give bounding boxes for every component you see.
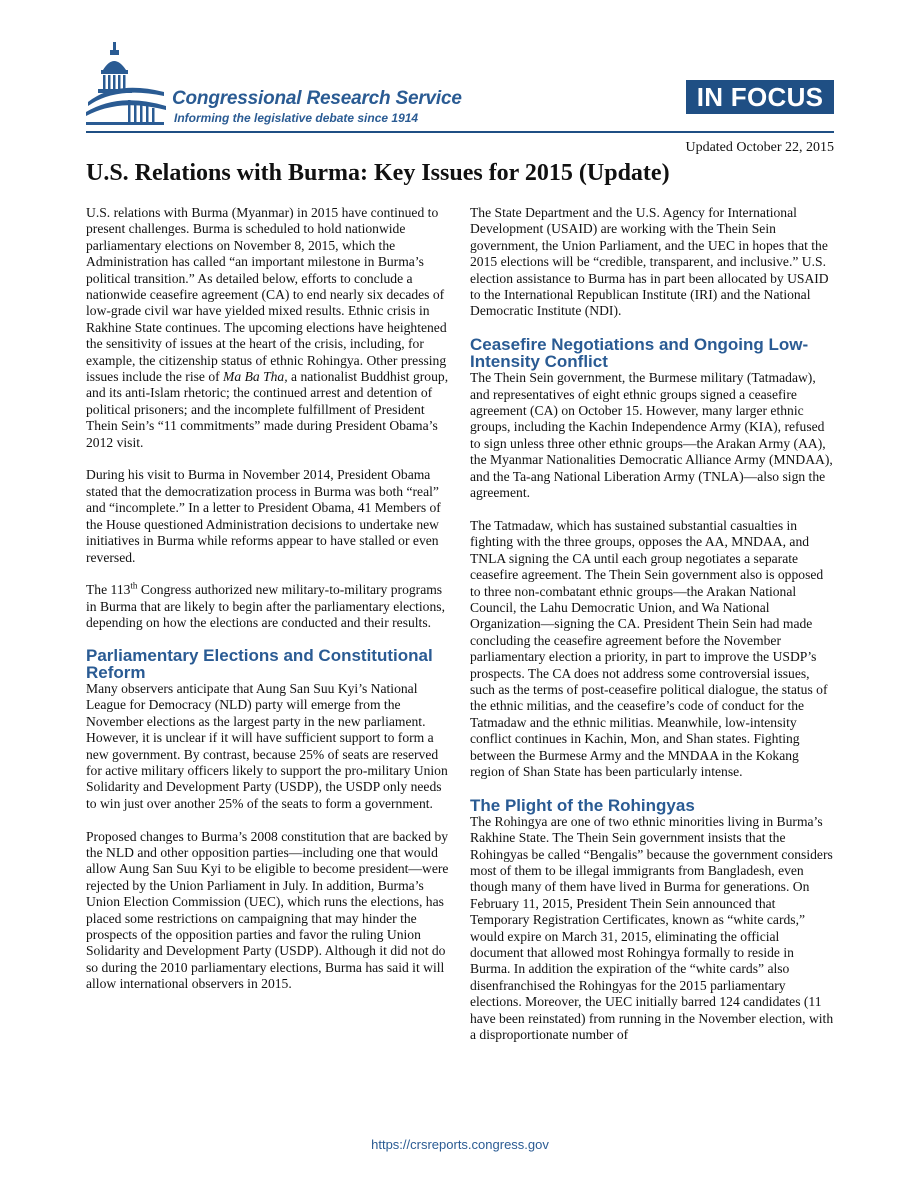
org-name: Congressional Research Service bbox=[172, 88, 462, 109]
section-heading: Ceasefire Negotiations and Ongoing Low-Intensity Conflict bbox=[470, 335, 809, 372]
updated-date: Updated October 22, 2015 bbox=[685, 140, 834, 155]
paragraph: The Thein Sein government, the Burmese military (Tatmadaw), and representatives of eight ethnic groups signed a ceasefire agreement (CA) on October 15. However, many larger ethnic groups, including the Kachin Independence Army (KIA), refused to sign unless three other ethnic groups—the Arakan Army (AA), the Myanmar Nationalities Democratic Alliance Army (MNDAA), and the Ta-ang National Liberation Army (TNLA)—also sign the agreement. bbox=[470, 370, 833, 501]
paragraph: The State Department and the U.S. Agency for International Development (USAID) are working with the Thein Sein government, the Union Parliament, and the UEC in hopes that the 2015 elections will be “credible, transparent, and inclusive.” U.S. election assistance to Burma has in part been allocated by USAID to the International Republican Institute (IRI) and the National Democratic Institute (NDI). bbox=[470, 205, 829, 319]
footer-url[interactable]: https://crsreports.congress.gov bbox=[371, 1137, 549, 1152]
header-rule bbox=[86, 131, 834, 133]
left-column bbox=[86, 205, 451, 993]
capitol-dome-icon bbox=[86, 40, 166, 132]
paragraph: The 113th Congress authorized new military-to-military programs in Burma that are likely to begin after the parliamentary elections, depending on how the elections are conducted and their results. bbox=[86, 580, 445, 631]
paragraph: The Tatmadaw, which has sustained substantial casualties in fighting with the three groups, opposes the AA, MNDAA, and TNLA signing the CA until each group negotiates a separate ceasefire agreement. The Thein Sein government also is opposed to three non-combatant ethnic groups—the Arakan National Council, the Lahu Democratic Union, and Wa National Organization—signing the CA. President Thein Sein had made concluding the ceasefire agreement before the November parliamentary election a priority, in part to improve the USDP’s prospects. The CA does not address some controversial issues, such as the terms of post-ceasefire political dialogue, the status of the ethnic militias, and the ceasefire’s code of conduct for the Tatmadaw and the ethnic militias. Meanwhile, low-intensity conflict continues in Kachin, Mon, and Shan states. Fighting between the Burmese Army and the MNDAA in the Kokang region of Shan State has been particularly intense. bbox=[470, 517, 828, 779]
paragraph: Many observers anticipate that Aung San Suu Kyi’s National League for Democracy (NLD) party will emerge from the November elections as the largest party in the new parliament. However, it is unclear if it will have sufficient support to form a new government. By contrast, because 25% of seats are reserved for active military officers likely to support the pro-military Union Solidarity and Development Party (USDP), the USDP only needs to win just over another 25% of the seats to form a government. bbox=[86, 680, 448, 811]
in-focus-badge: IN FOCUS bbox=[686, 80, 834, 114]
paragraph: U.S. relations with Burma (Myanmar) in 2015 have continued to present challenges. Burma is scheduled to hold nationwide parliamentary elections on November 8, 2015, which the Administration has called “an important milestone in Burma’s political transition.” As detailed below, efforts to conclude a nationwide ceasefire agreement (CA) to end nearly six decades of low-grade civil war have yielded mixed results. Ethnic crisis in Rakhine State continues. The upcoming elections have heightened the sensitivity of issues at the heart of the crisis, including, for example, the citizenship status of ethnic Rohingya. Other pressing issues include the rise of Ma Ba Tha, a nationalist Buddhist group, and its anti-Islam rhetoric; the continued arrest and detention of political prisoners; and the incomplete fulfillment of President Thein Sein’s “11 commitments” made during President Obama’s 2012 visit. bbox=[86, 205, 449, 450]
paragraph: Proposed changes to Burma’s 2008 constitution that are backed by the NLD and other opposition parties—including one that would allow Aung San Suu Kyi to be eligible to become president—were rejected by the Union Parliament in July. In addition, Burma’s Union Election Commission (UEC), which runs the elections, has placed some restrictions on campaigning that may hinder the prospects of the opposition parties and favor the ruling Union Solidarity and Development Party (USDP). Although it did not do so during the 2010 parliamentary elections, Burma has said it will allow international observers in 2015. bbox=[86, 828, 449, 992]
right-column bbox=[470, 205, 836, 1043]
org-tagline: Informing the legislative debate since 1914 bbox=[174, 111, 419, 125]
section-heading: Parliamentary Elections and Constitutional Reform bbox=[86, 645, 433, 682]
page-title: U.S. Relations with Burma: Key Issues for 2015 (Update) bbox=[86, 160, 670, 186]
paragraph: During his visit to Burma in November 2014, President Obama stated that the democratization process in Burma was both “real” and “incomplete.” In a letter to President Obama, 41 Members of the House questioned Administration decisions to undertake new initiatives in Burma while reforms appear to have stalled or even reversed. bbox=[86, 467, 441, 565]
crs-logo bbox=[86, 40, 486, 132]
section-heading: The Plight of the Rohingyas bbox=[470, 795, 695, 815]
paragraph: The Rohingya are one of two ethnic minorities living in Burma’s Rakhine State. The Thein Sein government insists that the Rohingyas be called “Bengalis” because the government considers most of them to be illegal immigrants from Bangladesh, even though many of them have lived in Burma for generations. On February 11, 2015, President Thein Sein announced that Temporary Registration Certificates, known as “white cards,” would expire on March 31, 2015, eliminating the official document that allowed most Rohingya formally to reside in Burma. In addition the expiration of the “white cards” also disenfranchised the Rohingyas for the 2015 parliamentary elections. Moreover, the UEC initially barred 124 candidates (11 have been reinstated) from running in the November election, with a disproportionate number of bbox=[470, 813, 834, 1043]
